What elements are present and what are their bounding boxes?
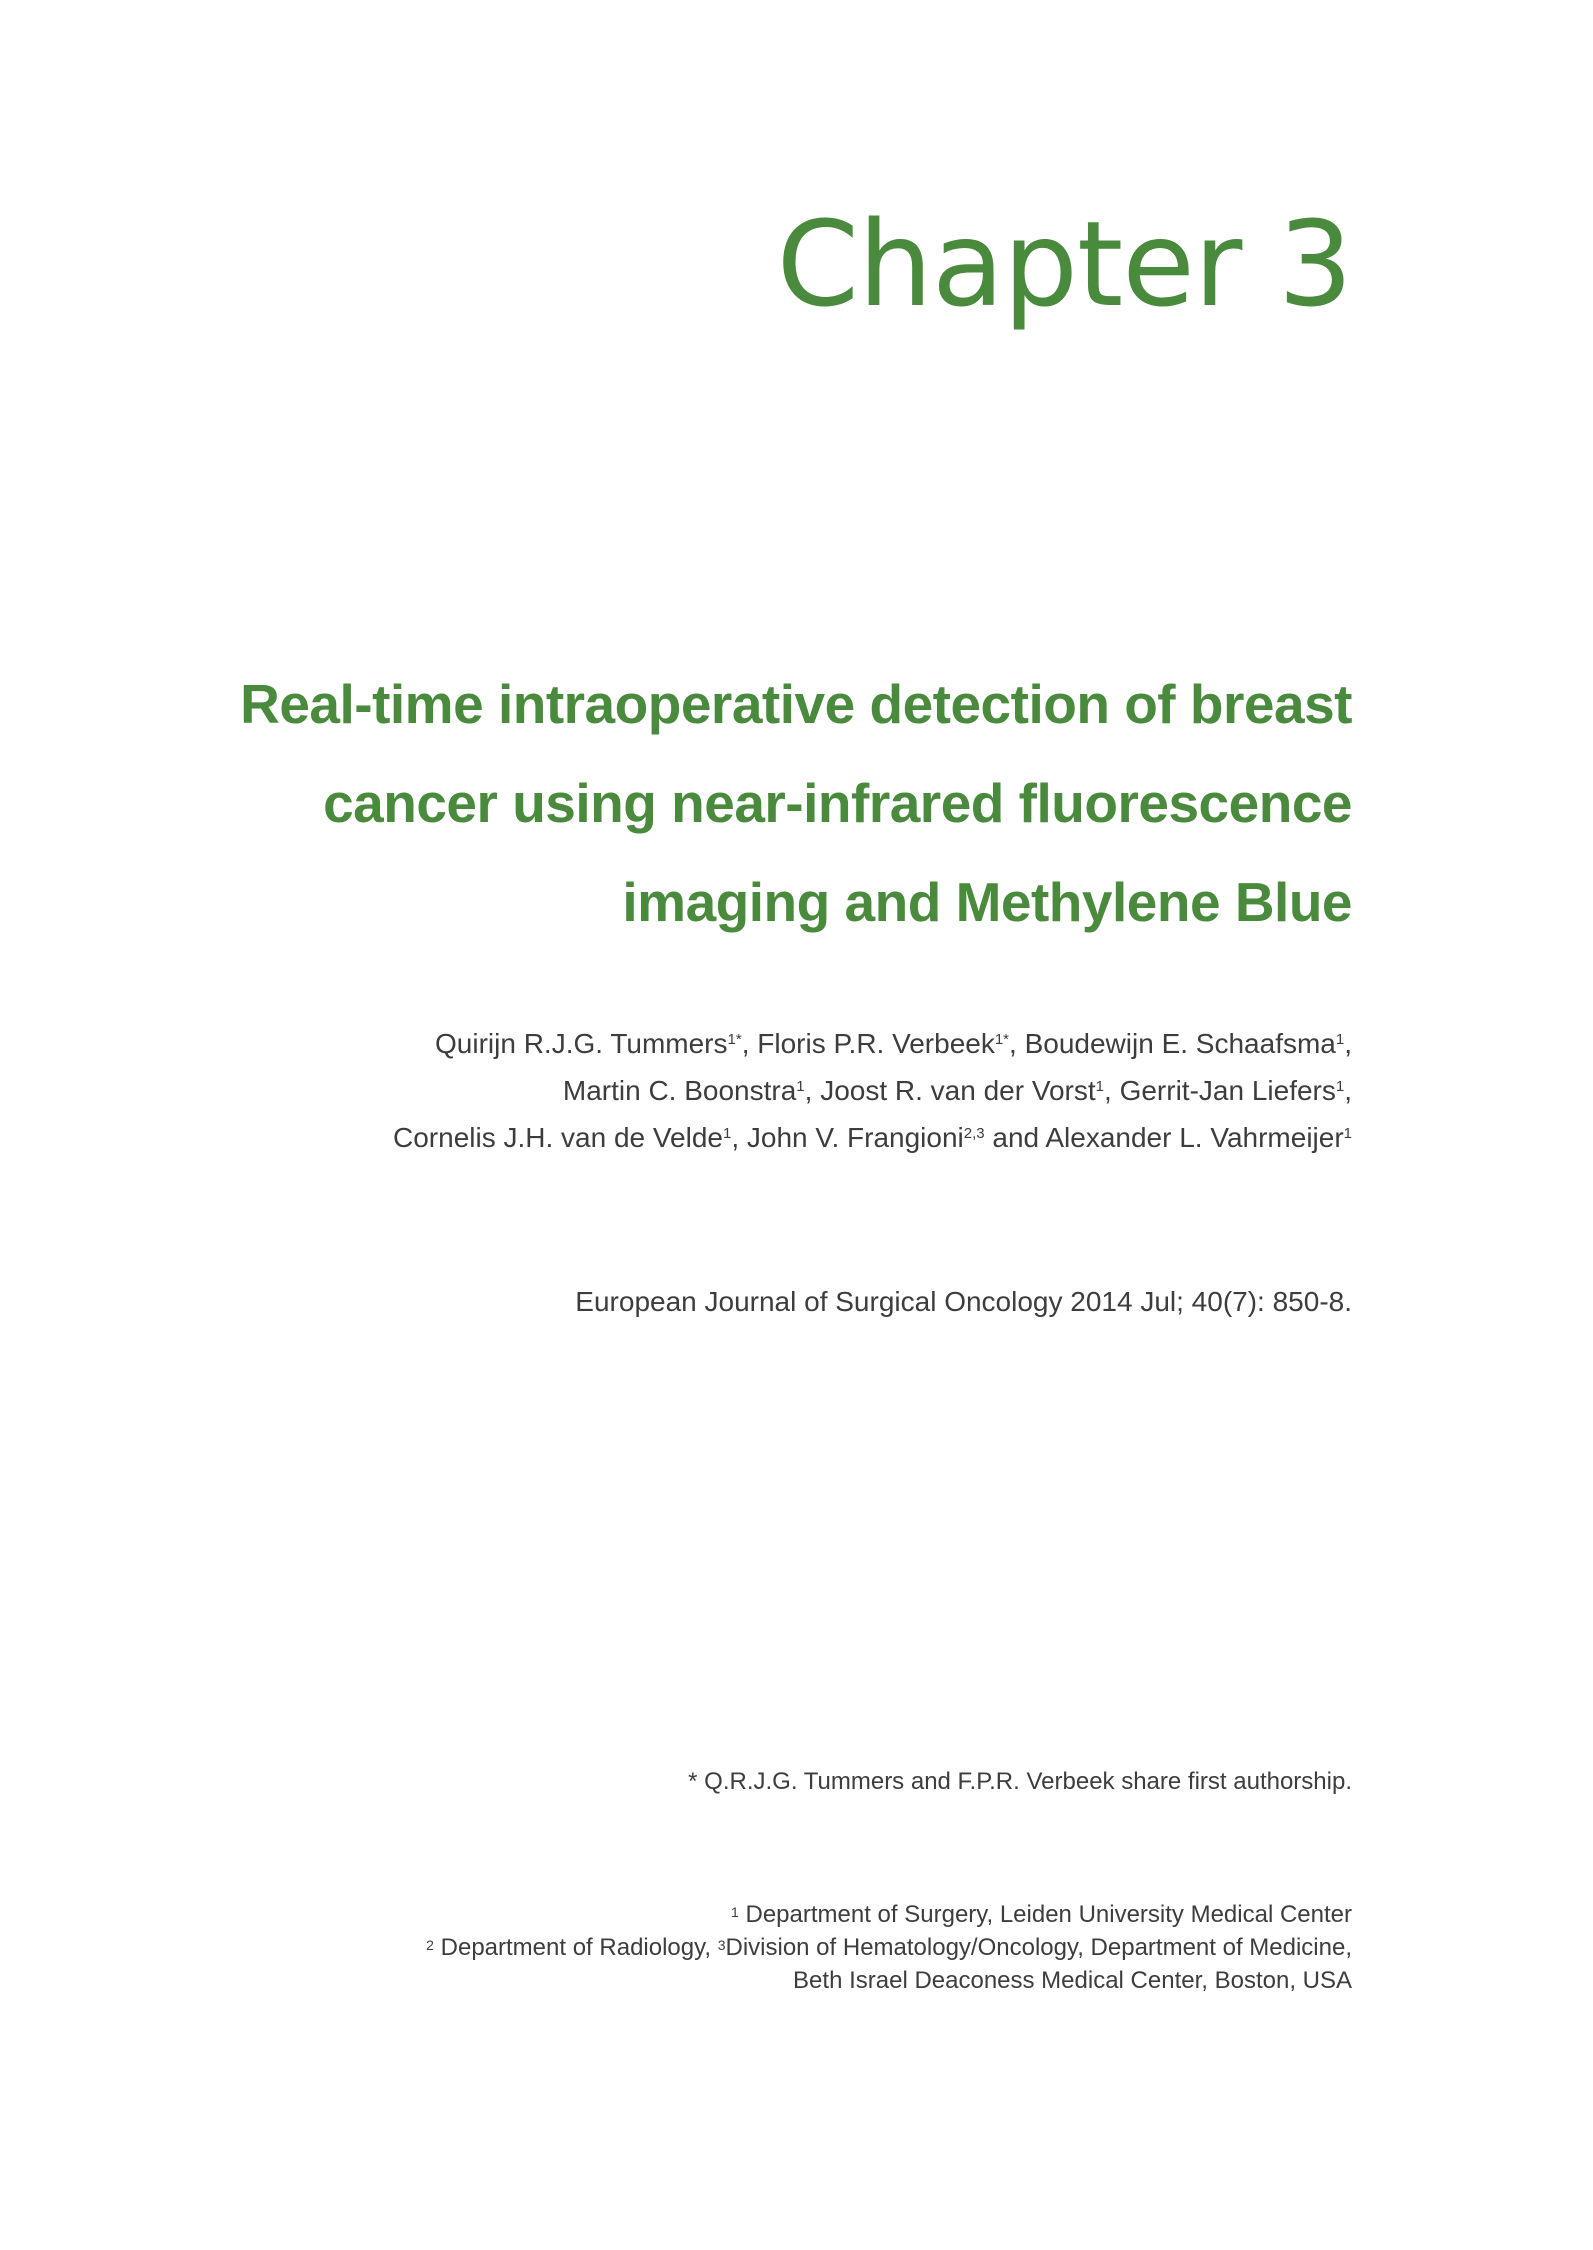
author-separator: ,: [741, 1028, 758, 1059]
affiliation-line: [52, 1931, 1352, 1964]
author-line: [152, 1067, 1352, 1114]
author-name: Cornelis J.H. van de Velde: [393, 1122, 723, 1153]
chapter-heading: Chapter 3: [776, 195, 1352, 333]
author-affiliation-marker: 1: [1343, 1125, 1352, 1142]
article-title: [152, 655, 1352, 952]
author-list: [152, 1020, 1352, 1161]
author-name: Joost R. van der Vorst: [820, 1075, 1096, 1106]
author-name: Alexander L. Vahrmeijer: [1045, 1122, 1344, 1153]
author-line: [152, 1114, 1352, 1161]
author-name: Quirijn R.J.G. Tummers: [435, 1028, 728, 1059]
author-separator: ,: [1344, 1028, 1352, 1059]
author-affiliation-marker: 1: [722, 1125, 732, 1142]
affiliation-text: Beth Israel Deaconess Medical Center, Boston, USA: [793, 1967, 1352, 1994]
author-separator: ,: [1009, 1028, 1025, 1059]
author-separator: ,: [1344, 1075, 1352, 1106]
author-affiliation-marker: 1: [796, 1078, 805, 1095]
journal-citation: European Journal of Surgical Oncology 2014 Jul; 40(7): 850-8.: [575, 1286, 1352, 1317]
affiliation-marker: 3: [717, 1937, 726, 1953]
author-separator: ,: [731, 1122, 747, 1153]
affiliation-line: [52, 1964, 1352, 1997]
author-affiliation-marker: 1: [1335, 1031, 1345, 1048]
shared-authorship-note: * Q.R.J.G. Tummers and F.P.R. Verbeek share first authorship.: [688, 1768, 1352, 1795]
article-title-line: cancer using near-infrared fluorescence: [323, 772, 1352, 834]
author-separator: ,: [804, 1075, 821, 1106]
author-name: Boudewijn E. Schaafsma: [1024, 1028, 1336, 1059]
affiliation-line: [52, 1898, 1352, 1931]
author-name: Martin C. Boonstra: [562, 1075, 797, 1106]
author-separator: and: [984, 1122, 1046, 1153]
author-affiliation-marker: 1: [1335, 1078, 1345, 1095]
author-separator: ,: [1104, 1075, 1120, 1106]
author-name: John V. Frangioni: [746, 1122, 964, 1153]
affiliation-marker: 1: [731, 1904, 739, 1920]
author-name: Gerrit-Jan Liefers: [1119, 1075, 1336, 1106]
author-affiliation-marker: 1: [1095, 1078, 1105, 1095]
affiliation-text: Department of Radiology,: [440, 1934, 712, 1961]
affiliation-text: Division of Hematology/Oncology, Department of Medicine,: [725, 1934, 1352, 1961]
author-name: Floris P.R. Verbeek: [757, 1028, 995, 1059]
affiliations: [52, 1898, 1352, 1997]
affiliation-text: Department of Surgery, Leiden University Medical Center: [745, 1901, 1352, 1928]
author-affiliation-marker: 1*: [727, 1031, 742, 1048]
article-title-line: imaging and Methylene Blue: [622, 871, 1352, 933]
author-line: [152, 1020, 1352, 1067]
article-title-line: Real-time intraoperative detection of breast: [240, 673, 1352, 735]
affiliation-marker: 2: [426, 1937, 434, 1953]
author-affiliation-marker: 1*: [994, 1031, 1010, 1048]
author-affiliation-marker: 2,3: [963, 1125, 985, 1142]
